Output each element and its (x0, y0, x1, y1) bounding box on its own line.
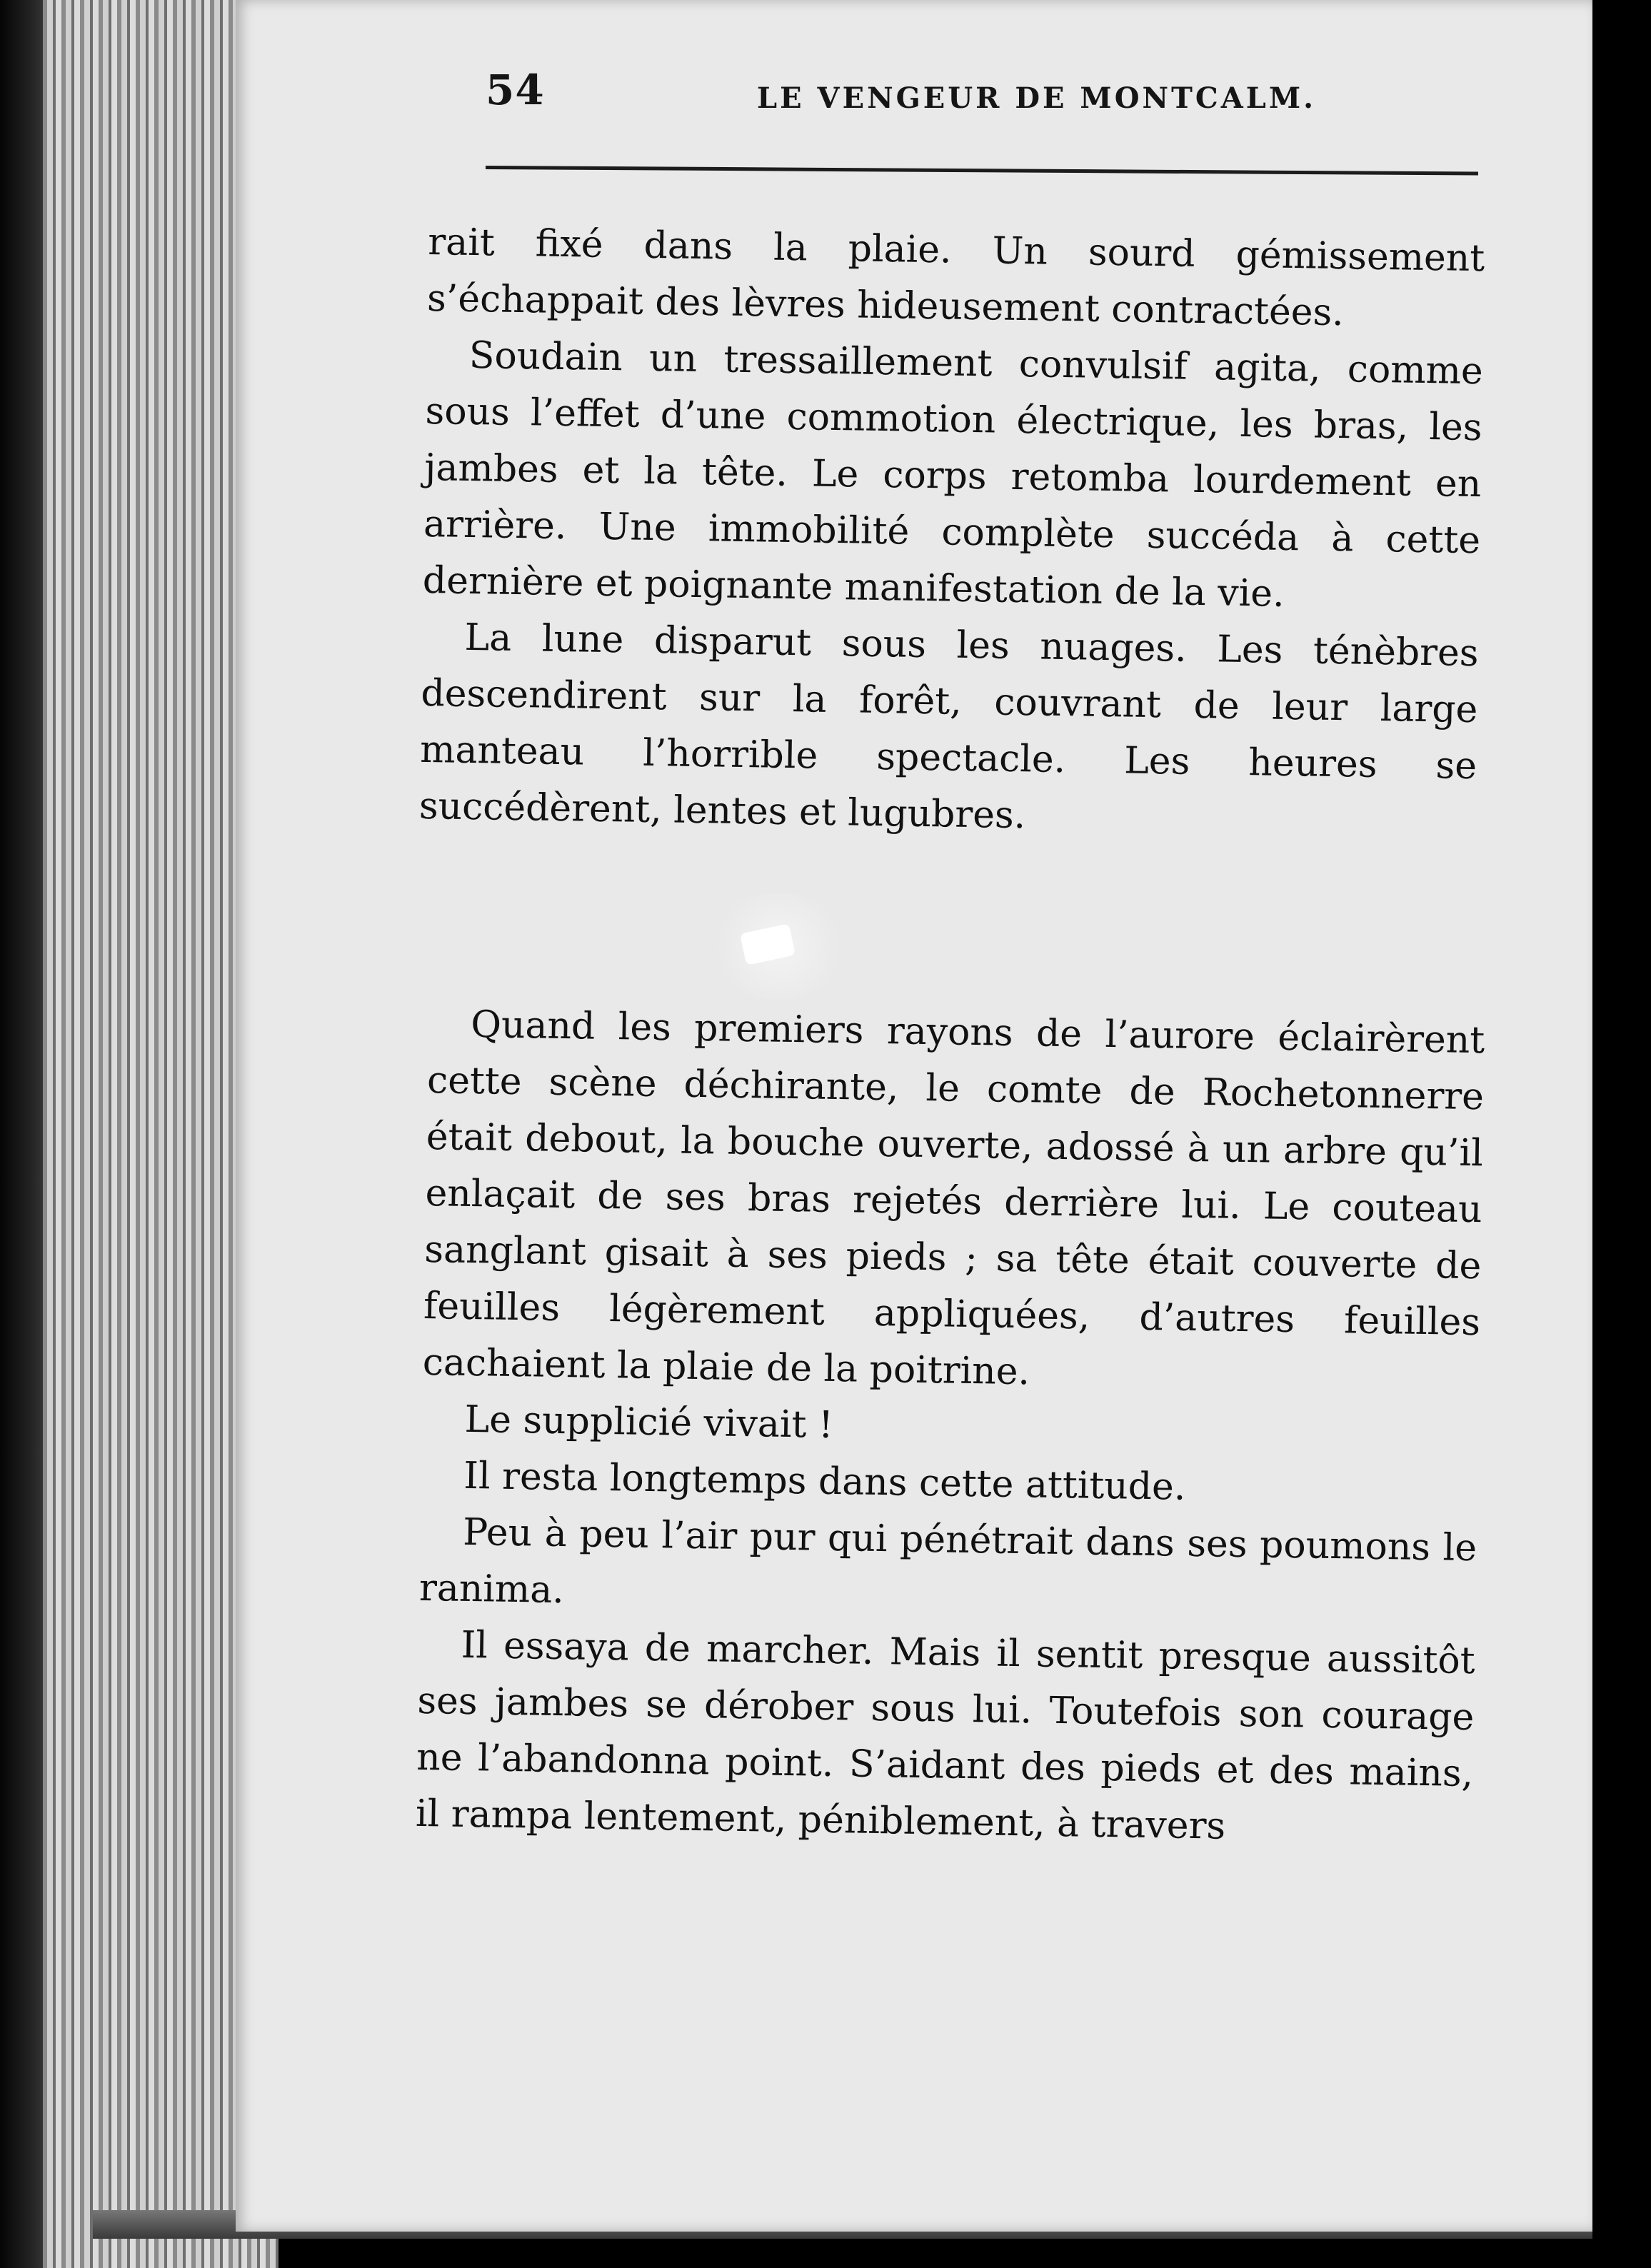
paragraph: rait fixé dans la plaie. Un sourd gémissement s’échappait des lèvres hideusement contractées. (426, 220, 1485, 335)
paragraph: Soudain un tressaillement convulsif agita, comme sous l’effet d’une commotion électrique, les bras, les jambes et la tête. Le corps retomba lourdement en arrière. Une immobilité complète succéda à cette dernière et poignante manifestation de la vie. (422, 333, 1484, 616)
paragraph: Quand les premiers rayons de l’aurore éclairèrent cette scène déchirante, le comte de Rochetonnerre était debout, la bouche ouverte, adossé à un arbre qu’il enlaçait de ses bras rejetés derrière lui. Le couteau sanglant gisait à ses pieds ; sa tête était couverte de feuilles légèrement appliquées, d’autres feuilles cachaient la plaie de la poitrine. (422, 1003, 1485, 1394)
scan-border-right (1592, 0, 1651, 2268)
text-section-2 (415, 996, 1485, 1859)
page-number: 54 (486, 66, 545, 114)
paragraph: Le supplicié vivait ! (464, 1398, 834, 1447)
paragraph: La lune disparut sous les nuages. Les ténèbres descendirent sur la forêt, couvrant de leur large manteau l’horrible spectacle. Les heures se succédèrent, lentes et lugubres. (418, 616, 1479, 838)
paragraph: Il essaya de marcher. Mais il sentit presque aussitôt ses jambes se dérober sous lui. Toutefois son courage ne l’abandonna point. S’aidant des pieds et des mains, il rampa lentement, péniblement, à travers (415, 1623, 1476, 1848)
paragraph: Peu à peu l’air pur qui pénétrait dans ses poumons le ranima. (418, 1510, 1477, 1612)
paragraph: Il resta longtemps dans cette attitude. (463, 1454, 1186, 1509)
running-title: LE VENGEUR DE MONTCALM. (757, 81, 1317, 115)
text-section-1 (418, 214, 1485, 851)
page-header (486, 66, 1485, 144)
